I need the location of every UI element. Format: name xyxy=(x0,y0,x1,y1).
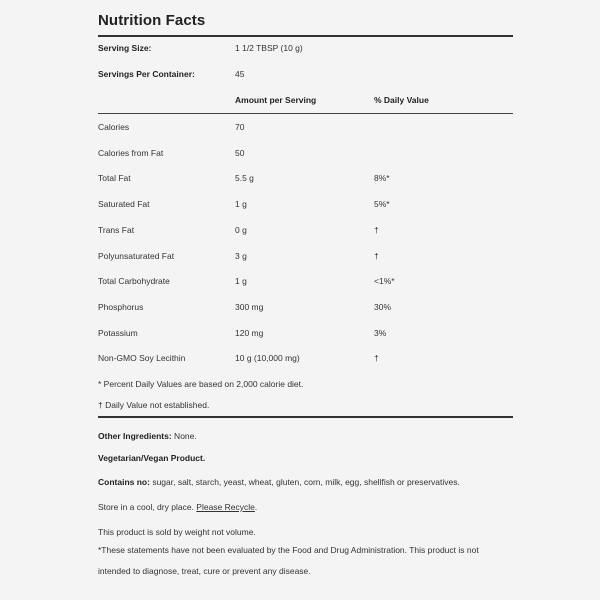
serving-size-label: Serving Size: xyxy=(98,43,152,53)
nutrient-amount: 300 mg xyxy=(235,302,264,312)
page-title: Nutrition Facts xyxy=(98,12,206,29)
storage-end: . xyxy=(254,502,258,512)
nutrient-amount: 70 xyxy=(235,122,245,132)
header-divider xyxy=(98,113,513,114)
nutrient-name: Polyunsaturated Fat xyxy=(98,251,175,261)
daily-value-header: % Daily Value xyxy=(374,95,429,105)
footnote-dagger xyxy=(98,397,513,413)
footnote-percent-text: * Percent Daily Values are based on 2,000 calorie diet. xyxy=(98,379,304,389)
nutrient-name: Non-GMO Soy Lecithin xyxy=(98,353,186,363)
footnote-dagger-text: † Daily Value not established. xyxy=(98,400,210,410)
nutrient-daily-value: 30% xyxy=(374,302,392,312)
servings-label: Servings Per Container: xyxy=(98,69,195,79)
table-row xyxy=(98,248,513,264)
amount-header: Amount per Serving xyxy=(235,95,317,105)
table-row xyxy=(98,350,513,366)
other-ingredients-label: Other Ingredients: xyxy=(98,431,172,441)
nutrient-name: Calories from Fat xyxy=(98,148,164,158)
nutrient-amount: 5.5 g xyxy=(235,173,254,183)
table-row xyxy=(98,196,513,212)
nutrient-name: Saturated Fat xyxy=(98,199,150,209)
table-row xyxy=(98,119,513,135)
nutrient-amount: 3 g xyxy=(235,251,247,261)
fda-disclaimer-line-2: intended to diagnose, treat, cure or prevent any disease. xyxy=(98,566,311,576)
nutrient-daily-value: † xyxy=(374,353,379,363)
table-header-row xyxy=(98,92,513,108)
other-ingredients xyxy=(98,429,513,443)
nutrient-amount: 1 g xyxy=(235,199,247,209)
nutrient-amount: 0 g xyxy=(235,225,247,235)
table-row xyxy=(98,170,513,186)
nutrient-daily-value: 8%* xyxy=(374,173,390,183)
nutrient-daily-value: <1%* xyxy=(374,276,395,286)
nutrient-name: Trans Fat xyxy=(98,225,135,235)
contains-no-label: Contains no: xyxy=(98,477,150,487)
serving-size-row xyxy=(98,40,513,56)
table-row xyxy=(98,222,513,238)
storage-instructions xyxy=(98,500,513,514)
nutrient-name: Total Carbohydrate xyxy=(98,276,170,286)
nutrient-daily-value: † xyxy=(374,251,379,261)
nutrient-name: Phosphorus xyxy=(98,302,144,312)
contains-no-value: sugar, salt, starch, yeast, wheat, gluten, corn, milk, egg, shellfish or preservatives. xyxy=(149,477,460,487)
table-row xyxy=(98,145,513,161)
contains-no xyxy=(98,475,513,489)
serving-size-value: 1 1/2 TBSP (10 g) xyxy=(235,43,303,53)
nutrient-amount: 50 xyxy=(235,148,245,158)
nutrient-amount: 10 g (10,000 mg) xyxy=(235,353,300,363)
nutrient-name: Calories xyxy=(98,122,130,132)
nutrient-amount: 1 g xyxy=(235,276,247,286)
table-row xyxy=(98,325,513,341)
other-ingredients-value: None. xyxy=(171,431,197,441)
table-row xyxy=(98,299,513,315)
footnote-percent xyxy=(98,376,513,392)
fda-disclaimer-line-1: *These statements have not been evaluated by the Food and Drug Administration. This product is not xyxy=(98,545,479,555)
nutrient-daily-value: † xyxy=(374,225,379,235)
nutrient-amount: 120 mg xyxy=(235,328,264,338)
title-divider xyxy=(98,35,513,37)
nutrient-daily-value: 3% xyxy=(374,328,387,338)
table-row xyxy=(98,273,513,289)
footnote-divider xyxy=(98,416,513,418)
weight-statement: This product is sold by weight not volume. xyxy=(98,527,256,537)
vegan-statement: Vegetarian/Vegan Product. xyxy=(98,453,206,463)
servings-value: 45 xyxy=(235,69,245,79)
nutrient-name: Potassium xyxy=(98,328,138,338)
recycle-link[interactable]: Please Recycle xyxy=(196,502,255,512)
servings-per-container-row xyxy=(98,66,513,82)
nutrient-daily-value: 5%* xyxy=(374,199,390,209)
storage-text: Store in a cool, dry place. xyxy=(98,502,197,512)
nutrient-name: Total Fat xyxy=(98,173,131,183)
